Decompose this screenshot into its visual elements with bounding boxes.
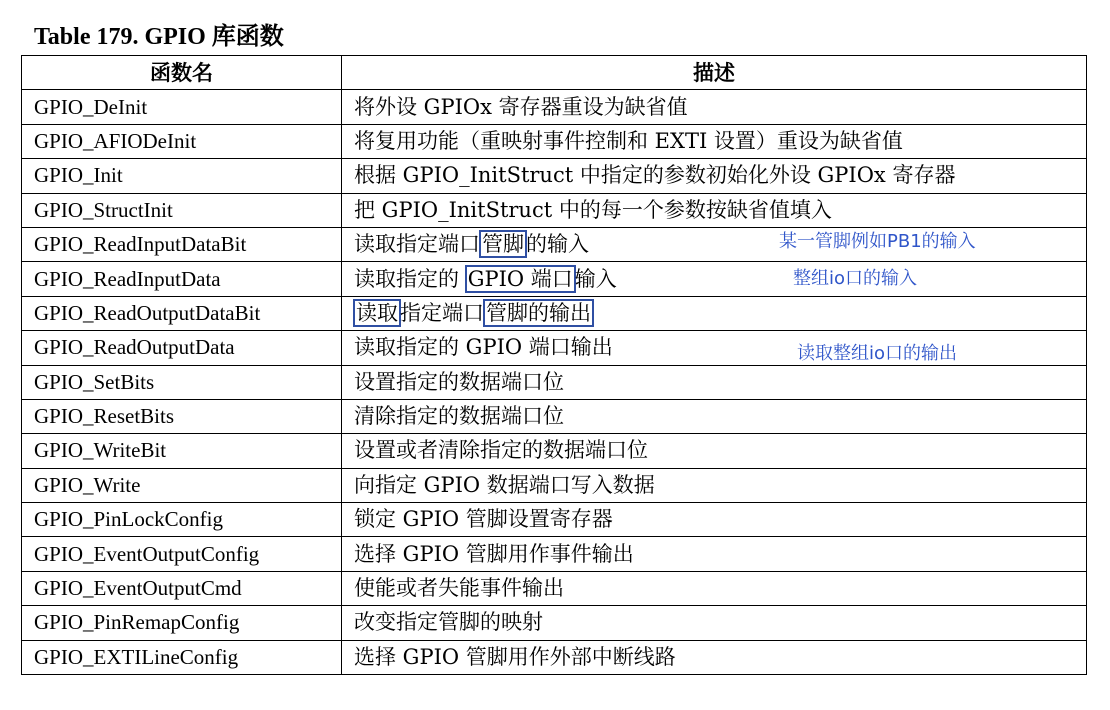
- highlight-box-pin-output: 管脚的输出: [483, 299, 594, 327]
- function-name-cell: GPIO_ResetBits: [22, 399, 342, 433]
- highlight-box-pin: 管脚: [479, 230, 527, 258]
- annotation-port-input: 整组io口的输入: [793, 268, 918, 289]
- description-cell: 根据 GPIO_InitStruct 中指定的参数初始化外设 GPIOx 寄存器: [342, 159, 1087, 193]
- annotation-pin-input: 某一管脚例如PB1的输入: [779, 231, 976, 252]
- header-function-name: 函数名: [22, 56, 342, 90]
- description-cell: 将复用功能（重映射事件控制和 EXTI 设置）重设为缺省值: [342, 124, 1087, 158]
- description-cell: 把 GPIO_InitStruct 中的每一个参数按缺省值填入: [342, 193, 1087, 227]
- function-name-cell: GPIO_EventOutputConfig: [22, 537, 342, 571]
- description-cell: 将外设 GPIOx 寄存器重设为缺省值: [342, 90, 1087, 124]
- highlight-box-read: 读取: [353, 299, 401, 327]
- gpio-function-table: [21, 55, 1087, 675]
- function-name-cell: GPIO_EXTILineConfig: [22, 640, 342, 674]
- function-name-cell: GPIO_SetBits: [22, 365, 342, 399]
- table-row: [22, 365, 1087, 399]
- description-cell: [342, 296, 1087, 330]
- function-name-cell: GPIO_PinRemapConfig: [22, 606, 342, 640]
- table-row: [22, 434, 1087, 468]
- function-name-cell: GPIO_DeInit: [22, 90, 342, 124]
- header-description: 描述: [342, 56, 1087, 90]
- description-cell: 读取指定的 GPIO 端口输出: [342, 331, 1087, 365]
- table-row: [22, 571, 1087, 605]
- description-cell: 设置指定的数据端口位: [342, 365, 1087, 399]
- description-cell: 选择 GPIO 管脚用作外部中断线路: [342, 640, 1087, 674]
- function-name-cell: GPIO_ReadInputDataBit: [22, 227, 342, 261]
- description-text: 指定端口: [400, 300, 484, 325]
- description-text: 读取指定的: [354, 266, 459, 291]
- description-text: 的输入: [526, 232, 589, 257]
- table-row: [22, 503, 1087, 537]
- table-caption: Table 179. GPIO 库函数: [34, 24, 284, 50]
- annotation-port-output: 读取整组io口的输出: [797, 343, 958, 364]
- table-row: [22, 262, 1087, 296]
- table-row: [22, 159, 1087, 193]
- table-row: [22, 606, 1087, 640]
- description-cell: 清除指定的数据端口位: [342, 399, 1087, 433]
- description-cell: [342, 262, 1087, 296]
- function-name-cell: GPIO_Init: [22, 159, 342, 193]
- function-name-cell: GPIO_StructInit: [22, 193, 342, 227]
- function-name-cell: GPIO_WriteBit: [22, 434, 342, 468]
- table-row: [22, 296, 1087, 330]
- description-cell: 设置或者清除指定的数据端口位: [342, 434, 1087, 468]
- description-text: 读取指定端口: [354, 232, 480, 257]
- description-cell: 锁定 GPIO 管脚设置寄存器: [342, 503, 1087, 537]
- table-row: [22, 90, 1087, 124]
- function-name-cell: GPIO_ReadOutputData: [22, 331, 342, 365]
- function-name-cell: GPIO_EventOutputCmd: [22, 571, 342, 605]
- table-row: [22, 640, 1087, 674]
- description-text: 输入: [574, 266, 617, 291]
- table-row: [22, 468, 1087, 502]
- description-cell: 使能或者失能事件输出: [342, 571, 1087, 605]
- table-header-row: [22, 56, 1087, 90]
- table-row: [22, 193, 1087, 227]
- table-row: [22, 399, 1087, 433]
- function-name-cell: GPIO_PinLockConfig: [22, 503, 342, 537]
- function-name-cell: GPIO_AFIODeInit: [22, 124, 342, 158]
- function-name-cell: GPIO_ReadOutputDataBit: [22, 296, 342, 330]
- table-row: [22, 124, 1087, 158]
- description-cell: 向指定 GPIO 数据端口写入数据: [342, 468, 1087, 502]
- function-name-cell: GPIO_ReadInputData: [22, 262, 342, 296]
- table-row: [22, 537, 1087, 571]
- description-cell: 改变指定管脚的映射: [342, 606, 1087, 640]
- highlight-box-port: GPIO 端口: [465, 265, 576, 293]
- function-name-cell: GPIO_Write: [22, 468, 342, 502]
- description-cell: 选择 GPIO 管脚用作事件输出: [342, 537, 1087, 571]
